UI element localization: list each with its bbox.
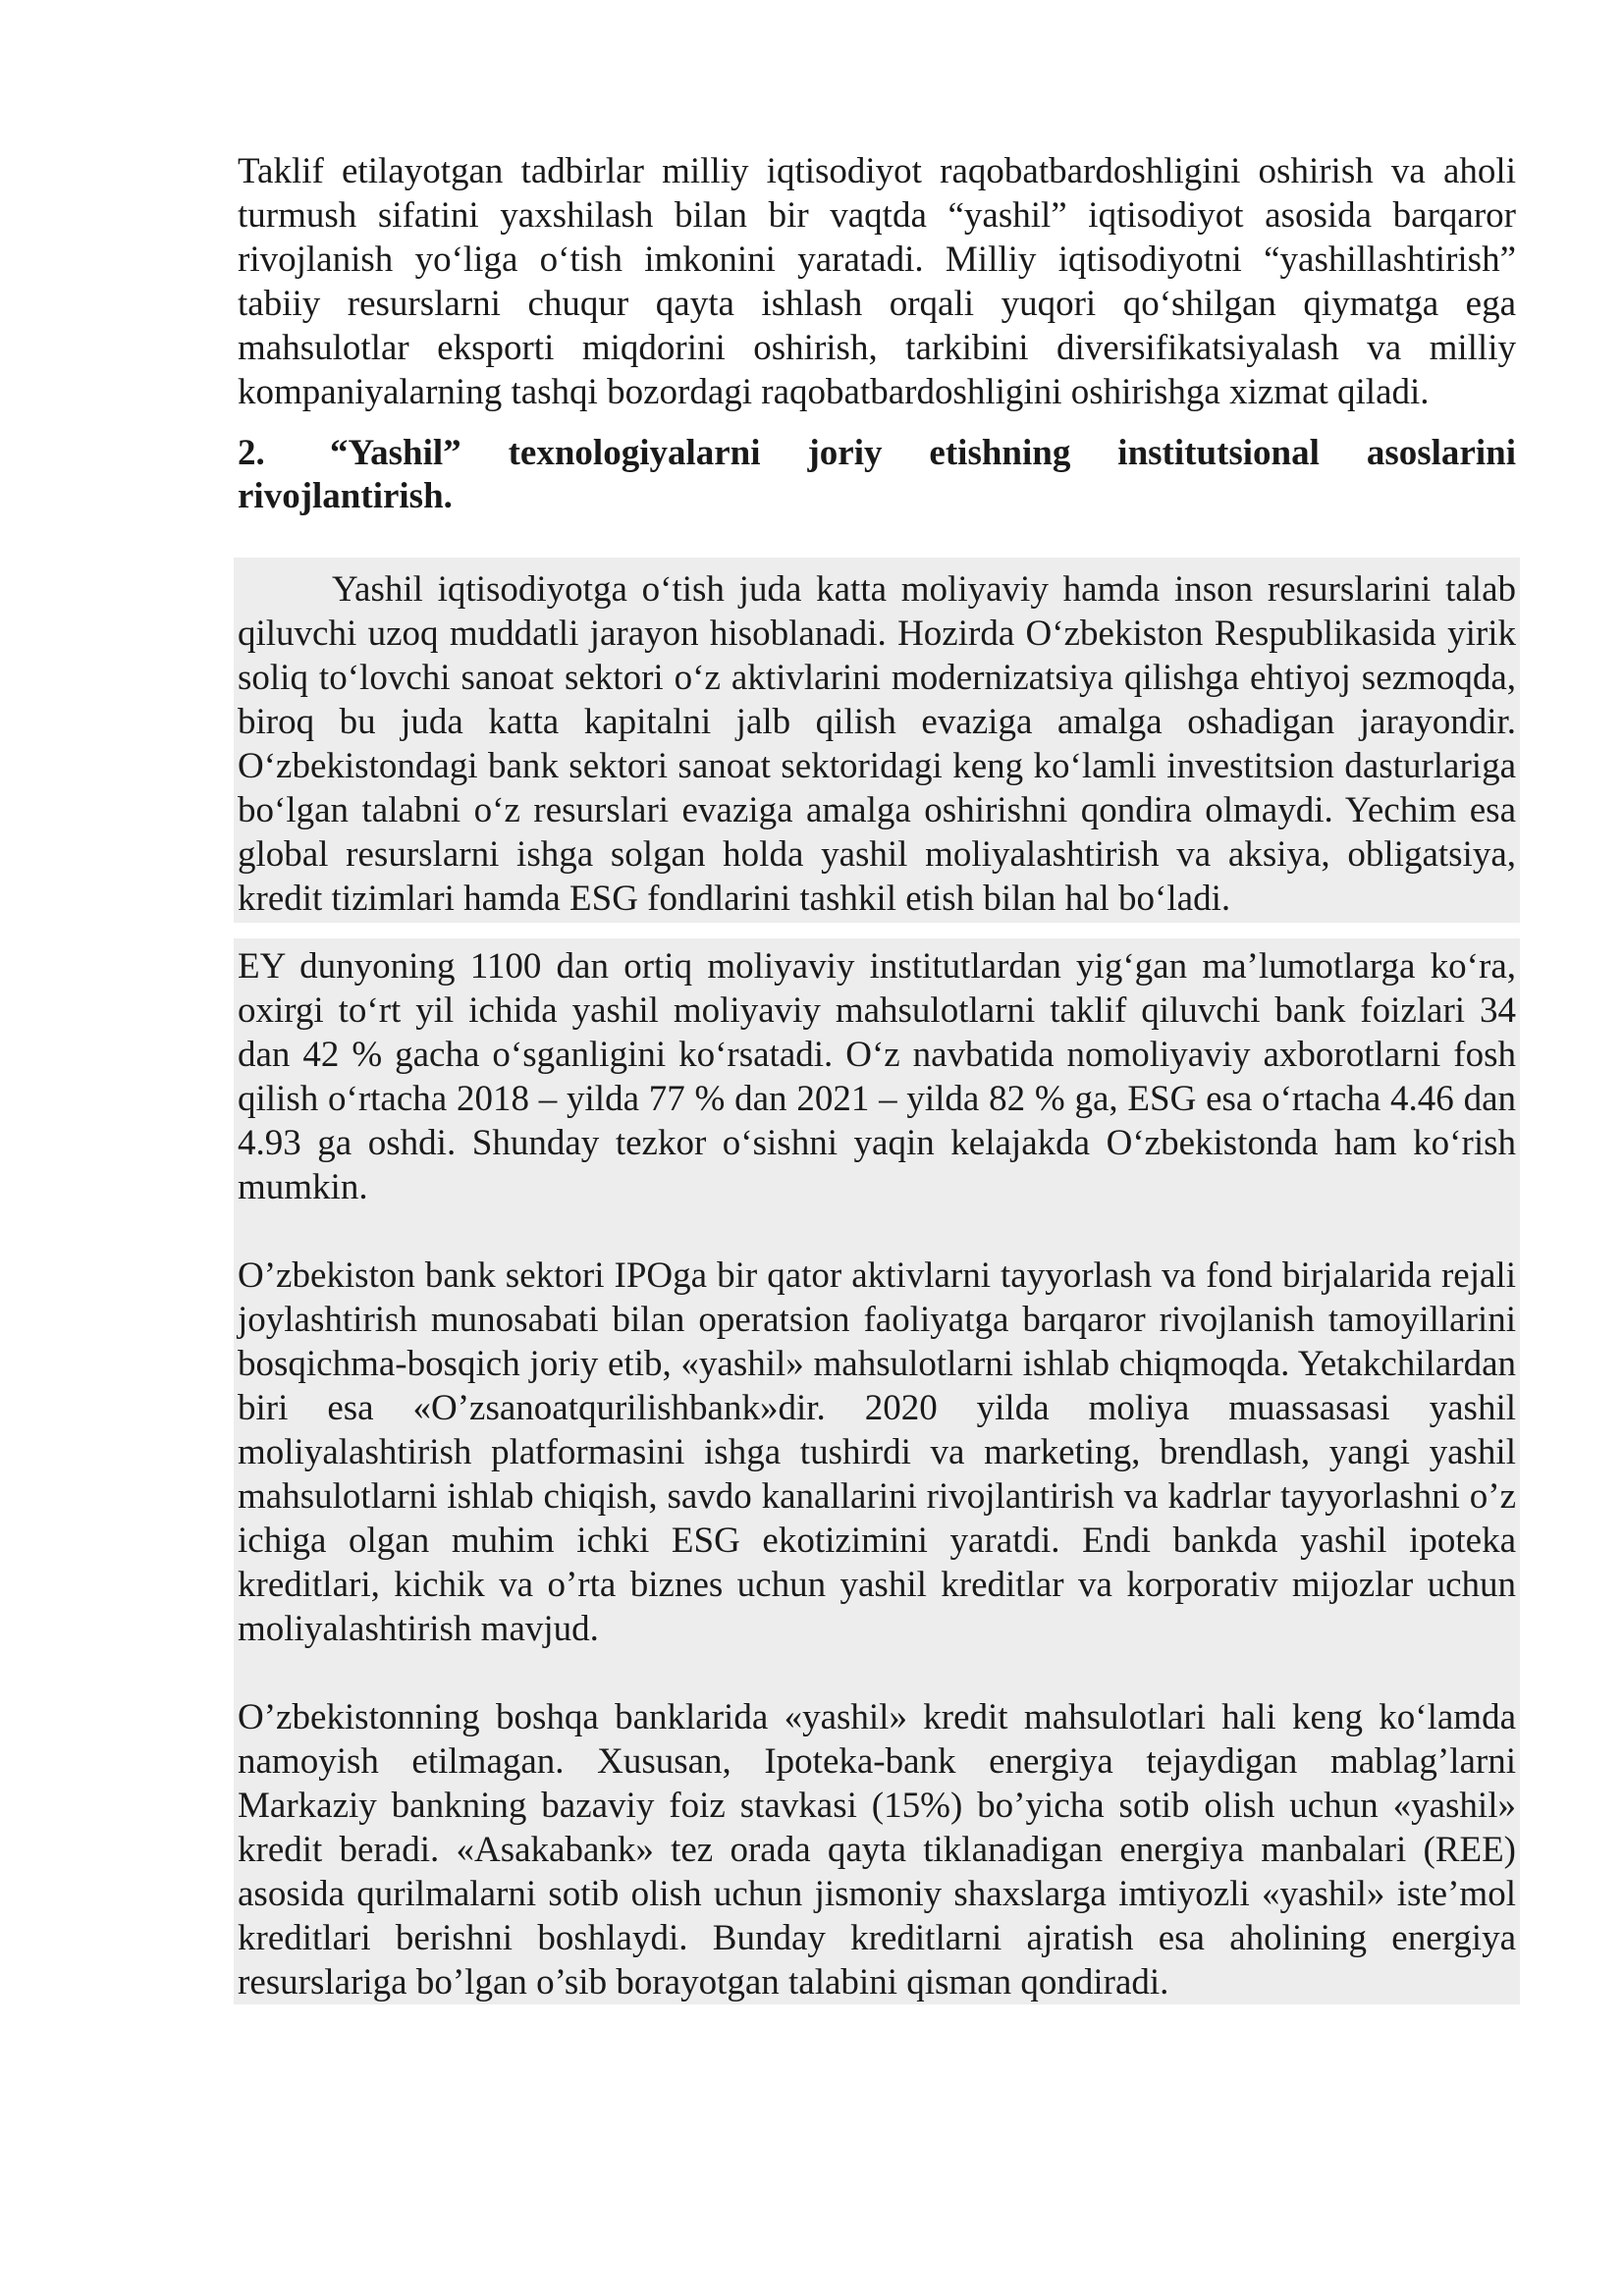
- blank-line: [234, 1651, 1520, 1695]
- highlighted-block: [234, 938, 1520, 2004]
- blank-line: [234, 1209, 1520, 1254]
- paragraph-bank-sector: O’zbekiston bank sektori IPOga bir qator aktivlarni tayyorlash va fond birjalarida rejali joylashtirish munosabati bilan operatsion faoliyatga barqaror rivojlanish tamoyillarini bosqichma-bosqich joriy etib, «yashil» mahsulotlarni ishlab chiqmoqda. Yetakchilardan biri esa «O’zsanoatqurilishbank»dir. 2020 yilda moliya muassasasi yashil moliyalashtirish platformasini ishga tushirdi va marketing, brendlash, yangi yashil mahsulotlarni ishlab chiqish, savdo kanallarini rivojlantirish va kadrlar tayyorlashni o’z ichiga olgan muhim ichki ESG ekotizimini yaratdi. Endi bankda yashil ipoteka kreditlari, kichik va o’rta biznes uchun yashil kreditlar va korporativ mijozlar uchun moliyalashtirish mavjud.: [238, 1255, 1516, 1649]
- paragraph-green-economy: Yashil iqtisodiyotga o‘tish juda katta moliyaviy hamda inson resurslarini talab qiluvchi uzoq muddatli jarayon hisoblanadi. Hozirda O‘zbekiston Respublikasida yirik soliq to‘lovchi sanoat sektori o‘z aktivlarini modernizatsiya qilishga ehtiyoj sezmoqda, biroq bu juda katta kapitalni jalb qilish evaziga amalga oshadigan jarayondir. O‘zbekistondagi bank sektori sanoat sektoridagi keng ko‘lamli investitsion dasturlariga bo‘lgan talabni o‘z resurslari evaziga amalga oshirishni qondira olmaydi. Yechim esa global resurslarni ishga solgan holda yashil moliyalashtirish va aksiya, obligatsiya, kredit tizimlari hamda ESG fondlarini tashkil etish bilan hal bo‘ladi.: [234, 558, 1520, 923]
- paragraph-intro: Taklif etilayotgan tadbirlar milliy iqtisodiyot raqobatbardoshligini oshirish va aholi turmush sifatini yaxshilash bilan bir vaqtda “yashil” iqtisodiyot asosida barqaror rivojlanish yo‘liga o‘tish imkonini yaratadi. Milliy iqtisodiyotni “yashillashtirish” tabiiy resurslarni chuqur qayta ishlash orqali yuqori qo‘shilgan qiymatga ega mahsulotlar eksporti miqdorini oshirish, tarkibini diversifikatsiyalash va milliy kompaniyalarning tashqi bozordagi raqobatbardoshligini oshirishga xizmat qiladi.: [238, 151, 1516, 412]
- document-body: [234, 149, 1520, 2004]
- section-number: 2.: [238, 433, 265, 473]
- section-heading: [234, 432, 1520, 518]
- paragraph-other-banks: O’zbekistonning boshqa banklarida «yashil» kredit mahsulotlari hali keng ko‘lamda namoyish etilmagan. Xususan, Ipoteka-bank energiya tejaydigan mablag’larni Markaziy bankning bazaviy foiz stavkasi (15%) bo’yicha sotib olish uchun «yashil» kredit beradi. «Asakabank» tez orada qayta tiklanadigan energiya manbalari (REE) asosida qurilmalarni sotib olish uchun jismoniy shaxslarga imtiyozli «yashil» iste’mol kreditlari berishni boshlaydi. Bunday kreditlarni ajratish esa aholining energiya resurslariga bo’lgan o’sib borayotgan talabini qisman qondiradi.: [238, 1697, 1516, 2002]
- paragraph-gap: [234, 923, 1520, 938]
- section-title: “Yashil” texnologiyalarni joriy etishning institutsional asoslarini rivojlantirish.: [238, 433, 1516, 516]
- paragraph-ey-statistics: EY dunyoning 1100 dan ortiq moliyaviy institutlardan yig‘gan ma’lumotlarga ko‘ra, oxirgi to‘rt yil ichida yashil moliyaviy mahsulotlarni taklif qiluvchi bank foizlari 34 dan 42 % gacha o‘sganligini ko‘rsatadi. O‘z navbatida nomoliyaviy axborotlarni fosh qilish o‘rtacha 2018 – yilda 77 % dan 2021 – yilda 82 % ga, ESG esa o‘rtacha 4.46 dan 4.93 ga oshdi. Shunday tezkor o‘sishni yaqin kelajakda O‘zbekistonda ham ko‘rish mumkin.: [238, 946, 1516, 1207]
